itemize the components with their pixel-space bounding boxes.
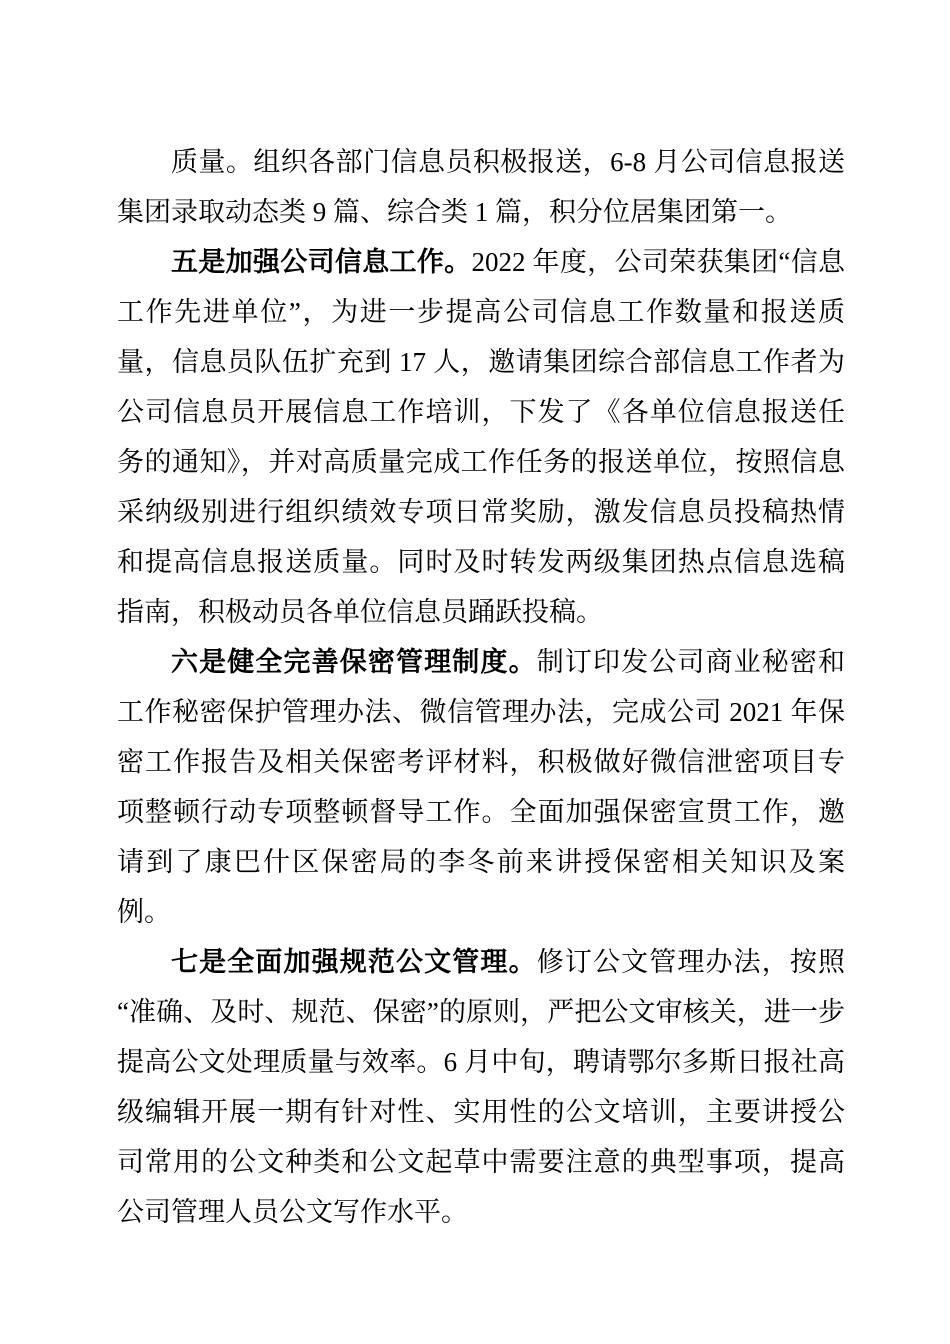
document-body <box>117 137 845 1237</box>
paragraph-text: 2022 年度，公司荣获集团“信息工作先进单位”，为进一步提高公司信息工作数量和报送质量，信息员队伍扩充到 17 人，邀请集团综合部信息工作者为公司信息员开展信息工作培训，下发了《各单位信息报送任务的通知》，并对高质量完成工作任务的报送单位，按照信息采纳级别进行组织绩效专项日常奖励，激发信息员投稿热情和提高信息报送质量。同时及时转发两级集团热点信息选稿指南，积极动员各单位信息员踊跃投稿。 <box>117 247 846 627</box>
paragraph-lead: 五是加强公司信息工作。 <box>171 247 472 277</box>
paragraph <box>117 937 845 1237</box>
paragraph-lead: 七是全面加强规范公文管理。 <box>171 947 537 977</box>
paragraph-text: 质量。组织各部门信息员积极报送，6-8 月公司信息报送集团录取动态类 9 篇、综合类 1 篇，积分位居集团第一。 <box>117 147 845 227</box>
paragraph <box>117 137 845 237</box>
paragraph-text: 制订印发公司商业秘密和工作秘密保护管理办法、微信管理办法，完成公司 2021 年保密工作报告及相关保密考评材料，积极做好微信泄密项目专项整顿行动专项整顿督导工作。全面加强保密宣贯工作，邀请到了康巴什区保密局的李冬前来讲授保密相关知识及案例。 <box>117 647 846 927</box>
paragraph <box>117 637 845 937</box>
paragraph <box>117 237 845 637</box>
paragraph-lead: 六是健全完善保密管理制度。 <box>171 647 537 677</box>
paragraph-text: 修订公文管理办法，按照“准确、及时、规范、保密”的原则，严把公文审核关，进一步提高公文处理质量与效率。6 月中旬，聘请鄂尔多斯日报社高级编辑开展一期有针对性、实用性的公文培训，主要讲授公司常用的公文种类和公文起草中需要注意的典型事项，提高公司管理人员公文写作水平。 <box>117 947 846 1227</box>
